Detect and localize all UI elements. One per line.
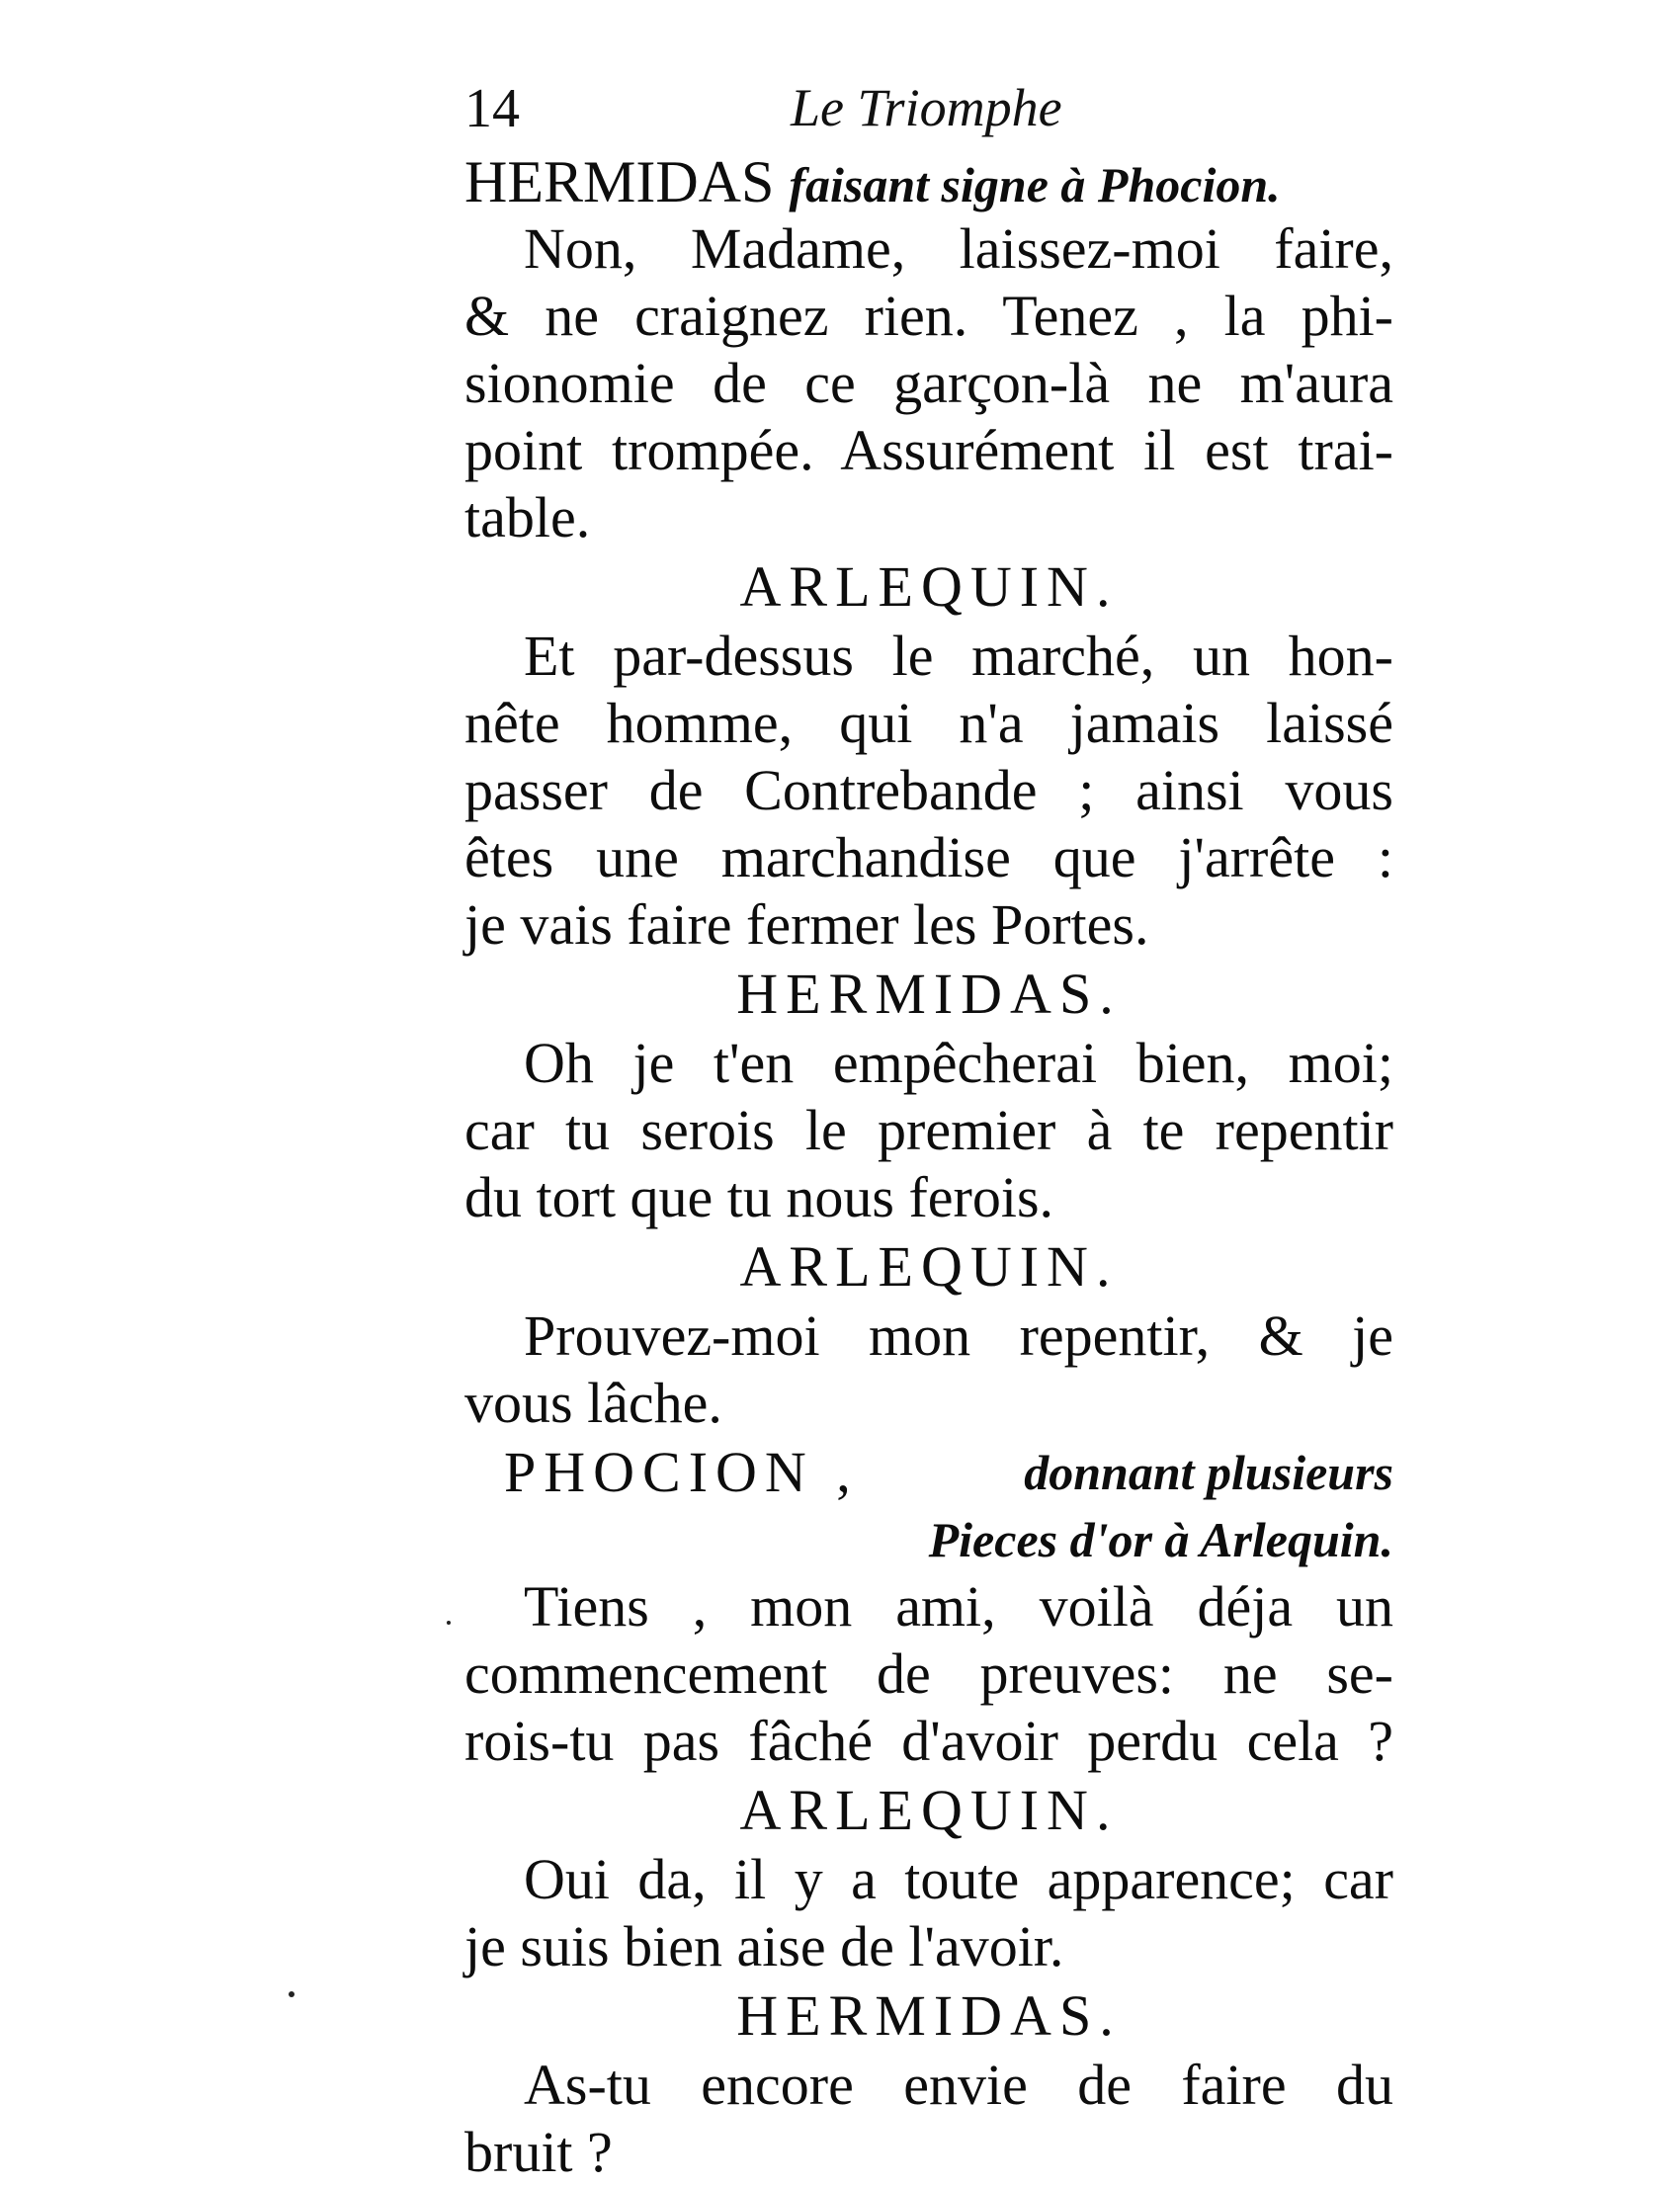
speaker-heading-hermidas	[464, 148, 1393, 218]
text-line: Oui da, il y a toute apparence; car	[524, 1847, 1393, 1911]
running-header	[464, 77, 1393, 156]
text-line: Prouvez-moi mon repentir, & je	[524, 1303, 1393, 1368]
text-line: table.	[464, 485, 591, 549]
text-line: As-tu encore envie de faire du	[524, 2053, 1393, 2117]
text-line: point trompée. Assurément il est trai-	[464, 418, 1393, 482]
speaker-heading-arlequin: ARLEQUIN.	[739, 1778, 1119, 1842]
text-line: passer de Contrebande ; ainsi vous	[464, 758, 1393, 822]
text-line: Et par-dessus le marché, un hon-	[524, 624, 1393, 688]
text-line: nête homme, qui n'a jamais laissé	[464, 691, 1393, 755]
speaker-heading-arlequin: ARLEQUIN.	[739, 1234, 1119, 1299]
text-line: rois-tu pas fâché d'avoir perdu cela ?	[464, 1709, 1393, 1773]
text-line: Oh je t'en empêcherai bien, moi;	[524, 1031, 1393, 1095]
running-title: Le Triomphe	[791, 78, 1062, 137]
ink-speck	[289, 1991, 294, 1997]
text-line: je vais faire fermer les Portes.	[464, 892, 1149, 957]
stage-direction: Pieces d'or à Arlequin.	[928, 1512, 1393, 1567]
text-line: du tort que tu nous ferois.	[464, 1165, 1054, 1229]
text-line: êtes une marchandise que j'arrête :	[464, 825, 1393, 889]
speaker-heading-arlequin: ARLEQUIN.	[739, 554, 1119, 619]
text-line: sionomie de ce garçon-là ne m'aura	[464, 351, 1393, 415]
text-line: vous lâche.	[464, 1371, 722, 1435]
text-line: & ne craignez rien. Tenez , la phi-	[464, 284, 1393, 348]
speaker-heading-hermidas: HERMIDAS.	[736, 962, 1122, 1026]
page-number: 14	[464, 78, 520, 139]
stage-direction: faisant signe à Phocion.	[789, 157, 1281, 212]
text-line: bruit ?	[464, 2120, 613, 2184]
text-line: commencement de preuves: ne se-	[464, 1641, 1393, 1706]
text-line: je suis bien aise de l'avoir.	[464, 1914, 1064, 1978]
text-line: Tiens , mon ami, voilà déja un	[524, 1574, 1393, 1639]
text-line: Non, Madame, laissez-moi faire,	[524, 216, 1393, 281]
speaker-heading-phocion	[464, 1439, 1393, 1506]
speaker-heading-hermidas: HERMIDAS.	[736, 1983, 1122, 2048]
speaker-name: HERMIDAS	[464, 149, 775, 214]
text-line: car tu serois le premier à te repentir	[464, 1098, 1393, 1162]
ink-speck	[447, 1621, 451, 1625]
speaker-name: PHOCION ,	[504, 1440, 859, 1504]
stage-direction: donnant plusieurs	[1024, 1445, 1393, 1500]
